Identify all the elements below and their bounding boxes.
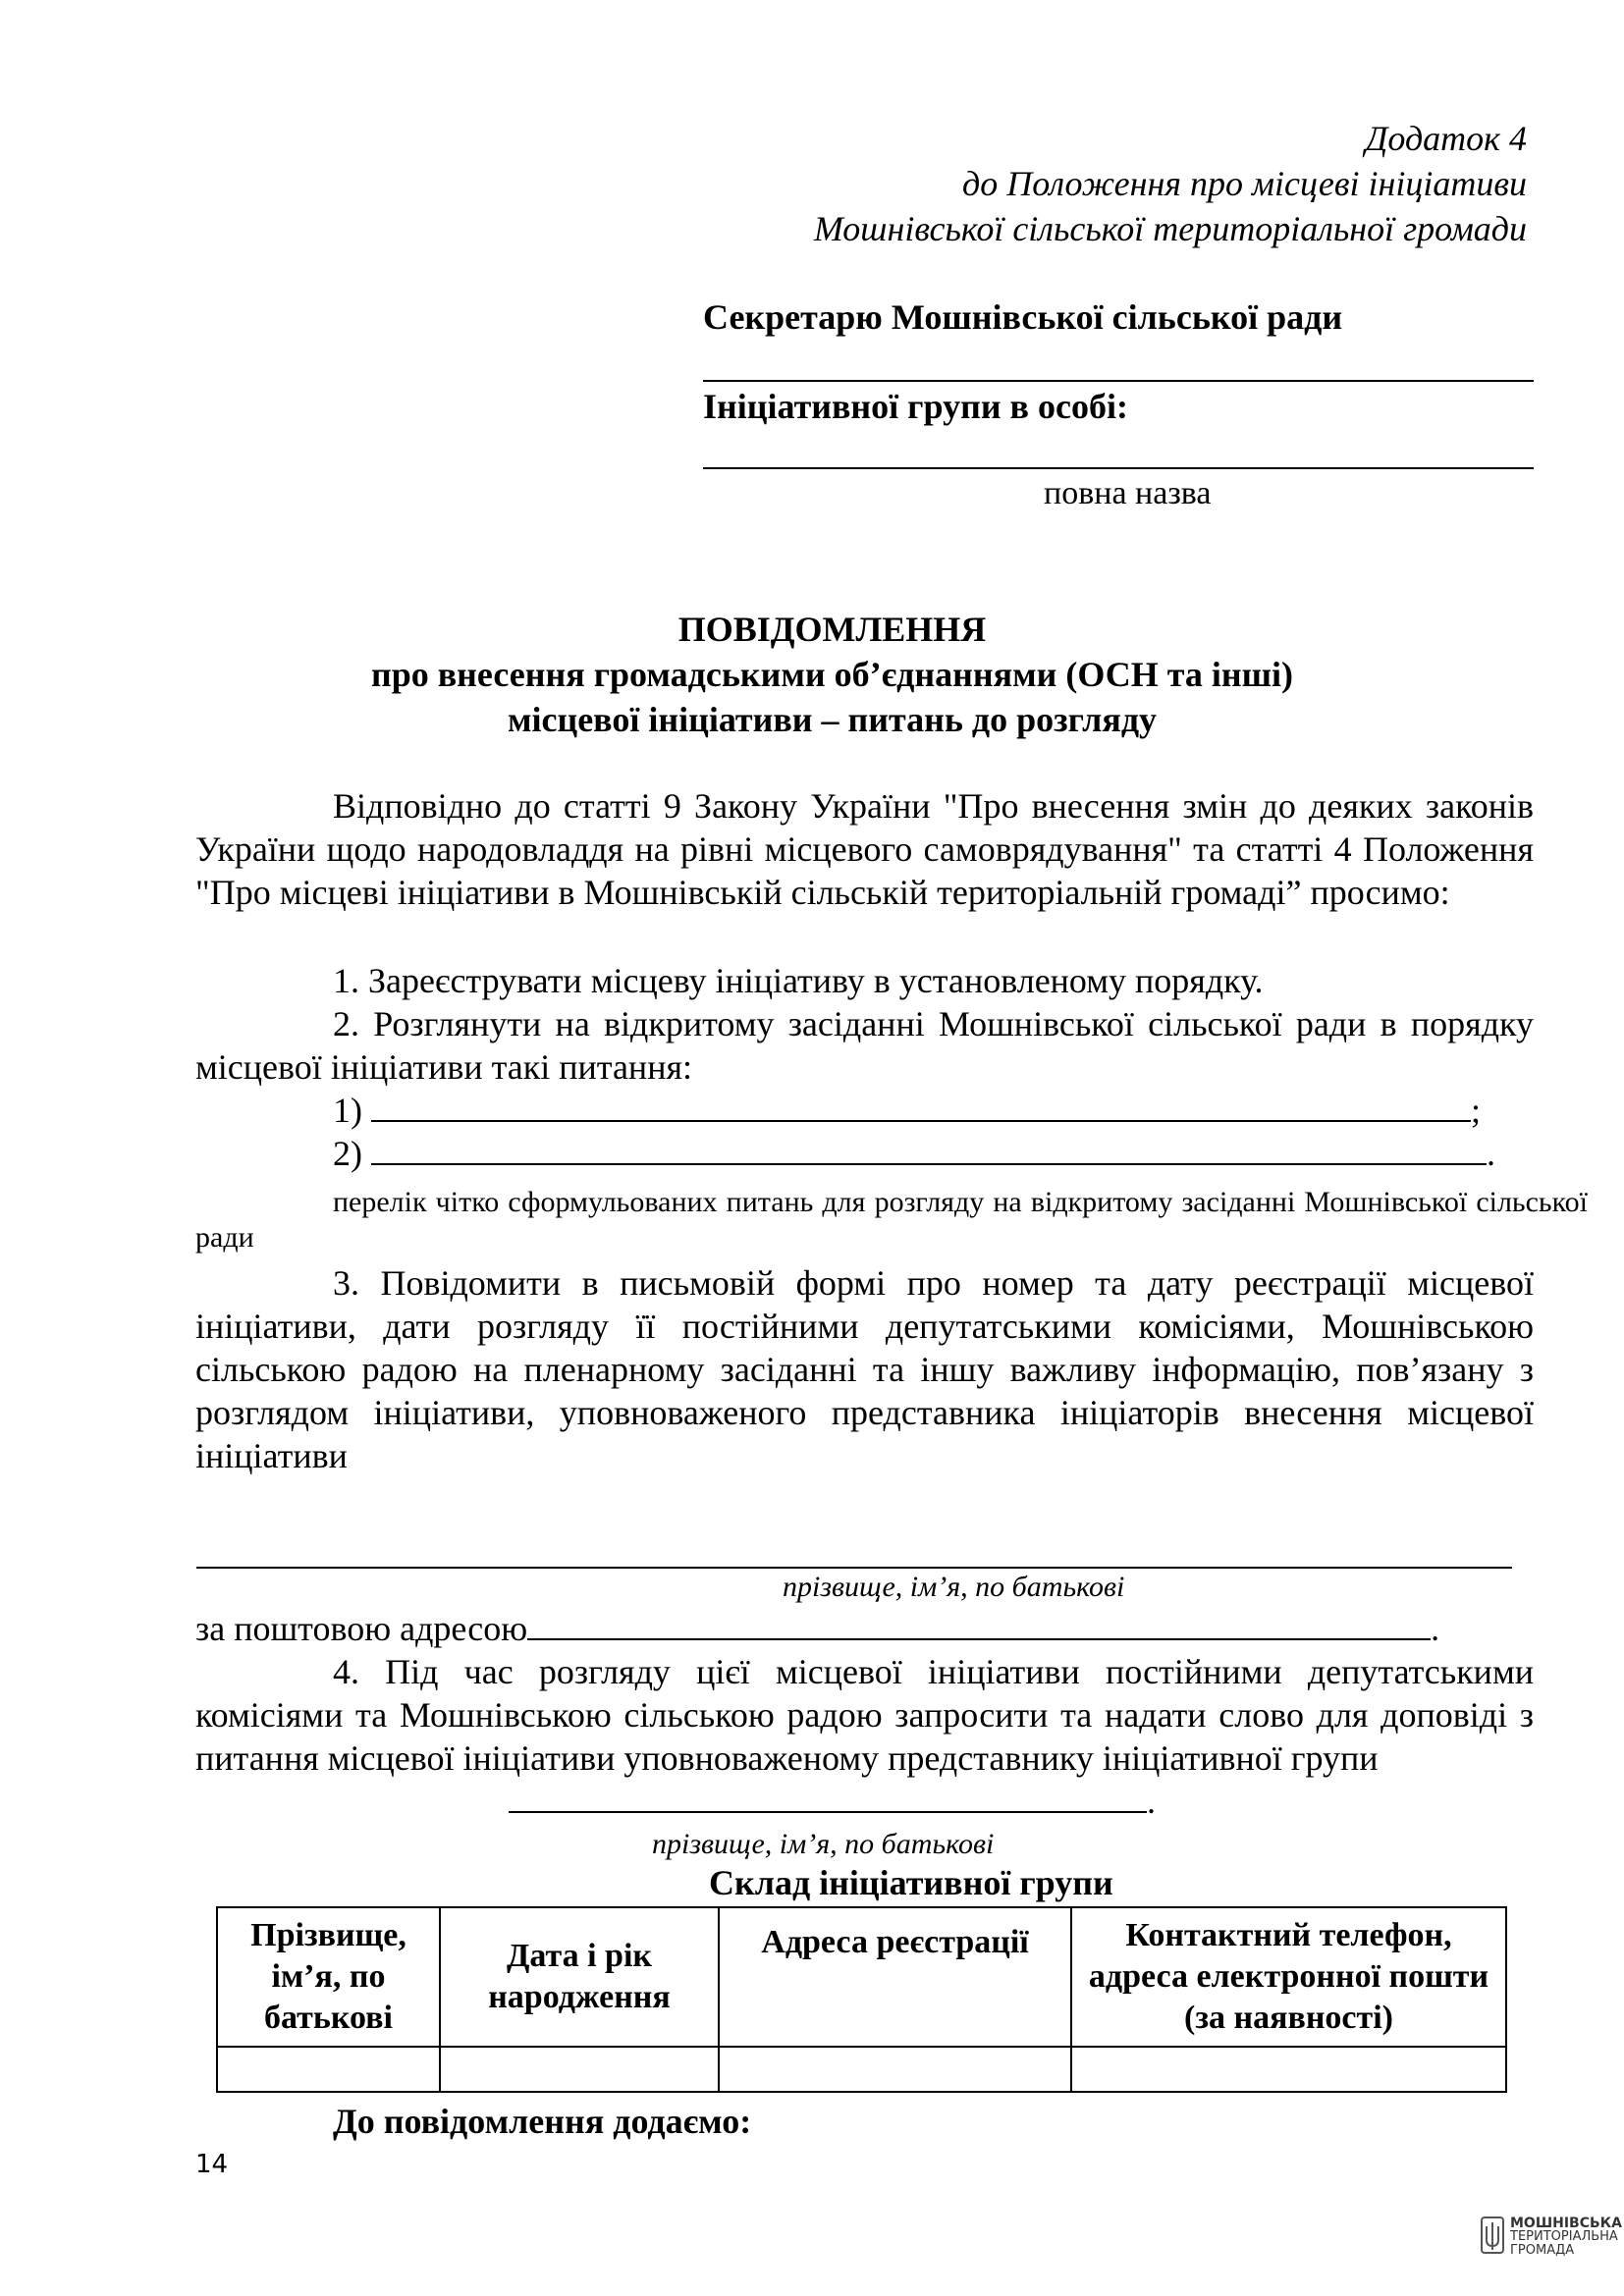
logo-caption bbox=[1510, 2216, 1622, 2258]
community-logo bbox=[1481, 2215, 1622, 2258]
cell-birth-date[interactable] bbox=[440, 2047, 719, 2092]
cell-contacts[interactable] bbox=[1071, 2047, 1506, 2092]
appendix-reference: до Положення про місцеві ініціативи bbox=[962, 164, 1527, 203]
title-main: ПОВІДОМЛЕННЯ bbox=[677, 610, 987, 649]
question-2-label: 2) bbox=[333, 1134, 362, 1173]
item-2: 2. Розглянути на відкритому засіданні Мошнівської сільської ради в порядку місцевої ініціативи такі питання: bbox=[195, 1004, 1534, 1087]
group-table-header-row bbox=[217, 1907, 1506, 2047]
group-table-row bbox=[217, 2047, 1506, 2092]
intro-paragraph: Відповідно до статті 9 Закону України "Про внесення змін до деяких законів України щодо народовладдя на рівні місцевого самоврядування" та статті 4 Положення "Про місцеві ініціативи в Мошнівській сільській територіальній громаді” просимо: bbox=[195, 786, 1534, 912]
item-4: 4. Під час розгляду цієї місцевої ініціативи постійними депутатськими комісіями та Мошнівською сільською радою запросити та надати слово для доповіді з питання місцевої ініціативи уповноваженому представнику ініціативної групи bbox=[195, 1652, 1534, 1778]
logo-line-2: ТЕРИТОРІАЛЬНА bbox=[1510, 2229, 1618, 2244]
postal-address-end: . bbox=[1431, 1609, 1440, 1648]
question-1-end: ; bbox=[1471, 1091, 1482, 1130]
question-2-end: . bbox=[1487, 1134, 1495, 1173]
question-1 bbox=[333, 1089, 1481, 1132]
title-subtitle-1: про внесення громадськими об’єднаннями (ОСН та інші) bbox=[370, 655, 1294, 694]
trident-icon bbox=[1481, 2216, 1504, 2256]
item-1: 1. Зареєструвати місцеву ініціативу в установленому порядку. bbox=[333, 961, 1264, 1000]
postal-address-blank bbox=[527, 1609, 1431, 1640]
appendix-header bbox=[687, 116, 1527, 251]
item-3: 3. Повідомити в письмовій формі про номер та дату реєстрації місцевої ініціативи, дати розгляду її постійними депутатськими комісіями, Мошнівською сільською радою на пленарному засіданні та іншу важливу інформацію, пов’язану з розглядом ініціативи, уповноваженого представника ініціаторів внесення місцевої ініціативи bbox=[195, 1263, 1534, 1475]
item-4-blank-line bbox=[509, 1780, 1156, 1823]
representative-name-line bbox=[196, 1567, 1512, 1569]
postal-address bbox=[195, 1607, 1439, 1650]
addressee-from: Ініціативної групи в особі: bbox=[703, 387, 1128, 426]
item-4-caption: прізвище, ім’я, по батькові bbox=[652, 1828, 995, 1860]
addressee-line-2 bbox=[703, 467, 1534, 469]
group-table-title: Склад ініціативної групи bbox=[709, 1863, 1113, 1902]
item-4-blank bbox=[509, 1782, 1147, 1813]
cell-full-name[interactable] bbox=[217, 2047, 440, 2092]
attachments-label: До повідомлення додаємо: bbox=[333, 2102, 752, 2141]
question-2-blank bbox=[371, 1134, 1487, 1165]
document-title bbox=[196, 607, 1468, 742]
logo-line-3: ГРОМАДА bbox=[1510, 2243, 1575, 2258]
item-4-end: . bbox=[1147, 1782, 1156, 1821]
page-number: 14 bbox=[195, 2150, 229, 2179]
appendix-number: Додаток 4 bbox=[1365, 119, 1527, 158]
header-full-name: Прізвище, ім’я, по батькові bbox=[217, 1907, 440, 2047]
title-subtitle-2: місцевої ініціативи – питань до розгляду bbox=[507, 700, 1158, 739]
addressee-caption: повна назва bbox=[1044, 475, 1212, 511]
questions-caption: перелік чітко сформульованих питань для розгляду на відкритому засіданні Мошнівської сільської ради bbox=[195, 1186, 1588, 1254]
question-1-label: 1) bbox=[333, 1091, 362, 1130]
cell-registration-address[interactable] bbox=[719, 2047, 1071, 2092]
addressee-to: Секретарю Мошнівської сільської ради bbox=[703, 297, 1343, 337]
question-2 bbox=[333, 1132, 1495, 1175]
question-1-blank bbox=[371, 1091, 1471, 1122]
header-registration-address: Адреса реєстрації bbox=[719, 1907, 1071, 2047]
addressee-line-1 bbox=[703, 380, 1534, 382]
header-contacts: Контактний телефон, адреса електронної пошти (за наявності) bbox=[1071, 1907, 1506, 2047]
group-table bbox=[216, 1906, 1507, 2093]
appendix-community: Мошнівської сільської територіальної громади bbox=[813, 209, 1527, 248]
logo-line-1: МОШНІВСЬКА bbox=[1510, 2216, 1622, 2231]
header-birth-date: Дата і рік народження bbox=[440, 1907, 719, 2047]
postal-address-label: за поштовою адресою bbox=[195, 1609, 528, 1648]
representative-name-caption: прізвище, ім’я, по батькові bbox=[783, 1571, 1125, 1603]
